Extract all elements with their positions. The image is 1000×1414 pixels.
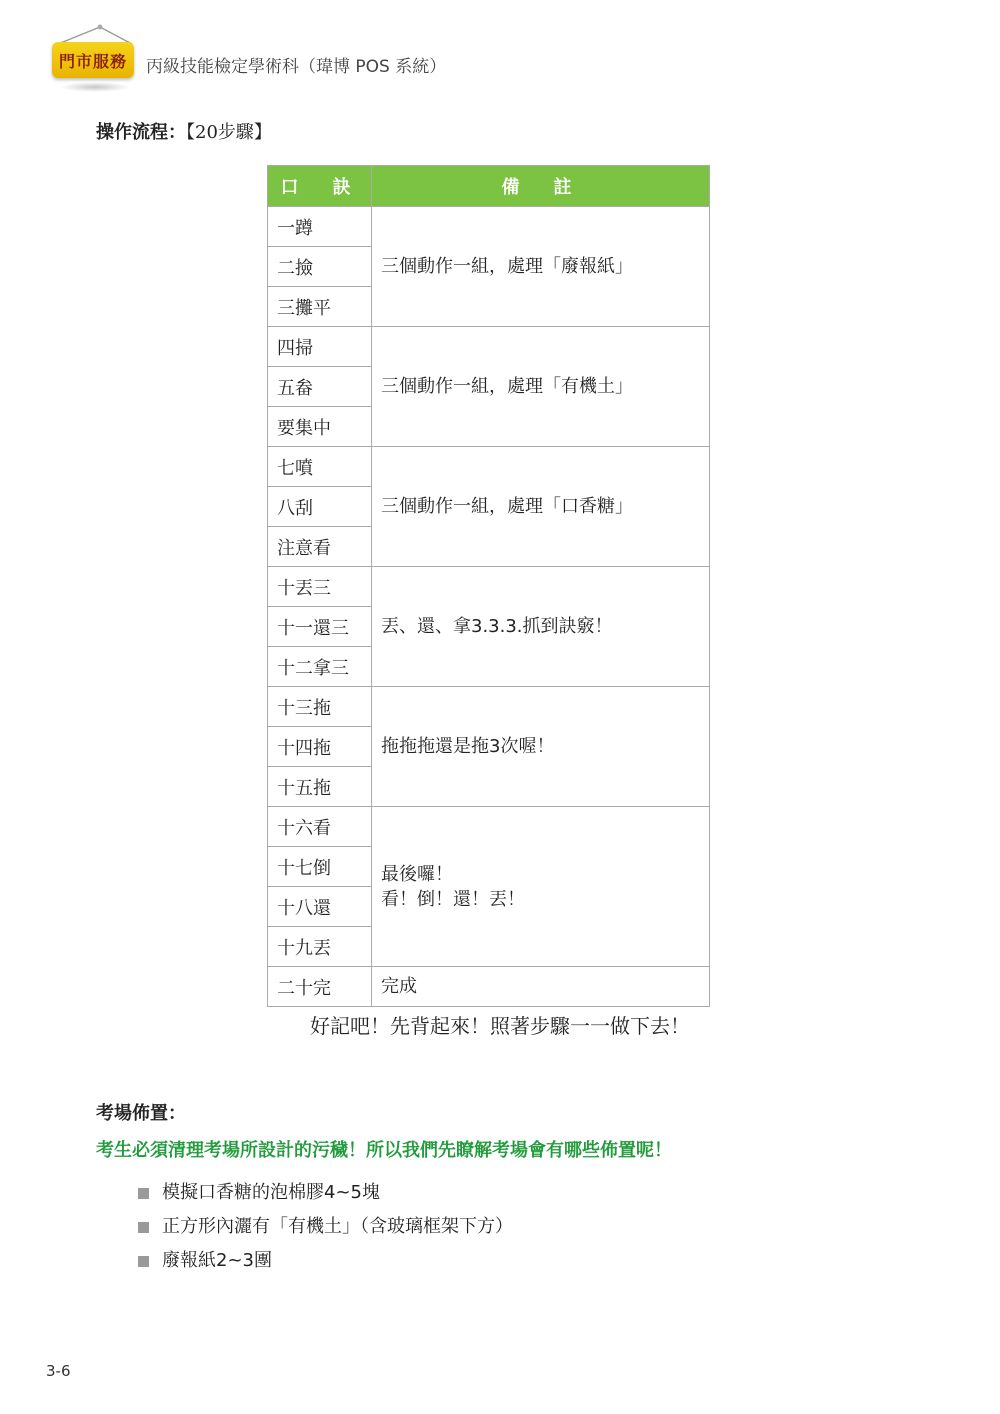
note-cell (372, 447, 710, 567)
table-row (268, 567, 710, 607)
table-row (268, 207, 710, 247)
note-cell (372, 327, 710, 447)
step-cell: 五畚 (268, 367, 372, 407)
step-cell: 十四拖 (268, 727, 372, 767)
note-line: 三個動作一組，處理「廢報紙」 (381, 256, 633, 277)
header-mnemonic: 口 訣 (268, 166, 372, 207)
list-item-text: 模擬口香糖的泡棉膠4~5塊 (162, 1182, 380, 1203)
badge-label: 門市服務 (58, 51, 127, 71)
step-cell: 二撿 (268, 247, 372, 287)
note-line: 三個動作一組，處理「有機土」 (381, 376, 633, 397)
category-badge (52, 42, 134, 78)
step-cell: 一蹲 (268, 207, 372, 247)
section-heading-layout: 考場佈置： (96, 1103, 186, 1124)
step-cell: 十丟三 (268, 567, 372, 607)
note-cell (372, 807, 710, 967)
step-cell: 七噴 (268, 447, 372, 487)
note-line: 看！倒！還！丟！ (381, 888, 525, 910)
note-line: 丟、還、拿3.3.3.抓到訣竅！ (381, 616, 613, 637)
header-notes: 備 註 (372, 166, 710, 207)
step-cell: 十五拖 (268, 767, 372, 807)
note-line: 完成 (381, 976, 417, 997)
table-header-row (268, 166, 710, 207)
table-row (268, 447, 710, 487)
badge-shadow (60, 82, 130, 92)
step-cell: 十九丟 (268, 927, 372, 967)
list-item-text: 正方形內灑有「有機土」（含玻璃框架下方） (162, 1216, 513, 1237)
step-cell: 十二拿三 (268, 647, 372, 687)
list-item (138, 1244, 513, 1278)
list-item (138, 1210, 513, 1244)
highlight-text: 考生必須清理考場所設計的污穢！所以我們先瞭解考場會有哪些佈置呢！ (96, 1140, 672, 1161)
step-cell: 注意看 (268, 527, 372, 567)
table-row (268, 807, 710, 847)
table-body (268, 207, 710, 1007)
step-cell: 要集中 (268, 407, 372, 447)
step-cell: 十三拖 (268, 687, 372, 727)
procedure-table (267, 165, 710, 1007)
step-cell: 三攤平 (268, 287, 372, 327)
note-cell (372, 967, 710, 1007)
square-bullet-icon (138, 1222, 149, 1233)
square-bullet-icon (138, 1188, 149, 1199)
step-cell: 二十完 (268, 967, 372, 1007)
table-row (268, 327, 710, 367)
step-cell: 十八還 (268, 887, 372, 927)
note-line: 拖拖拖還是拖3次喔！ (381, 736, 555, 757)
header-badge (52, 24, 138, 96)
note-cell (372, 687, 710, 807)
note-line: 最後囉！ (381, 863, 453, 885)
section-heading-procedure (96, 118, 272, 144)
square-bullet-icon (138, 1256, 149, 1267)
tagline: 好記吧！先背起來！照著步驟一一做下去！ (310, 1014, 690, 1038)
step-cell: 十一還三 (268, 607, 372, 647)
layout-list (138, 1176, 513, 1278)
step-cell: 十六看 (268, 807, 372, 847)
step-cell: 十七倒 (268, 847, 372, 887)
header-title: 丙級技能檢定學術科（瑋博 POS 系統） (146, 57, 447, 77)
step-cell: 八刮 (268, 487, 372, 527)
list-item (138, 1176, 513, 1210)
note-line: 三個動作一組，處理「口香糖」 (381, 496, 633, 517)
list-item-text: 廢報紙2~3團 (162, 1250, 272, 1271)
table-row (268, 687, 710, 727)
table-row (268, 967, 710, 1007)
page-number: 3-6 (46, 1362, 71, 1380)
section-heading-bracket: 【20步驟】 (186, 122, 272, 143)
note-cell (372, 567, 710, 687)
note-cell (372, 207, 710, 327)
step-cell: 四掃 (268, 327, 372, 367)
section-heading-label: 操作流程： (96, 122, 186, 143)
